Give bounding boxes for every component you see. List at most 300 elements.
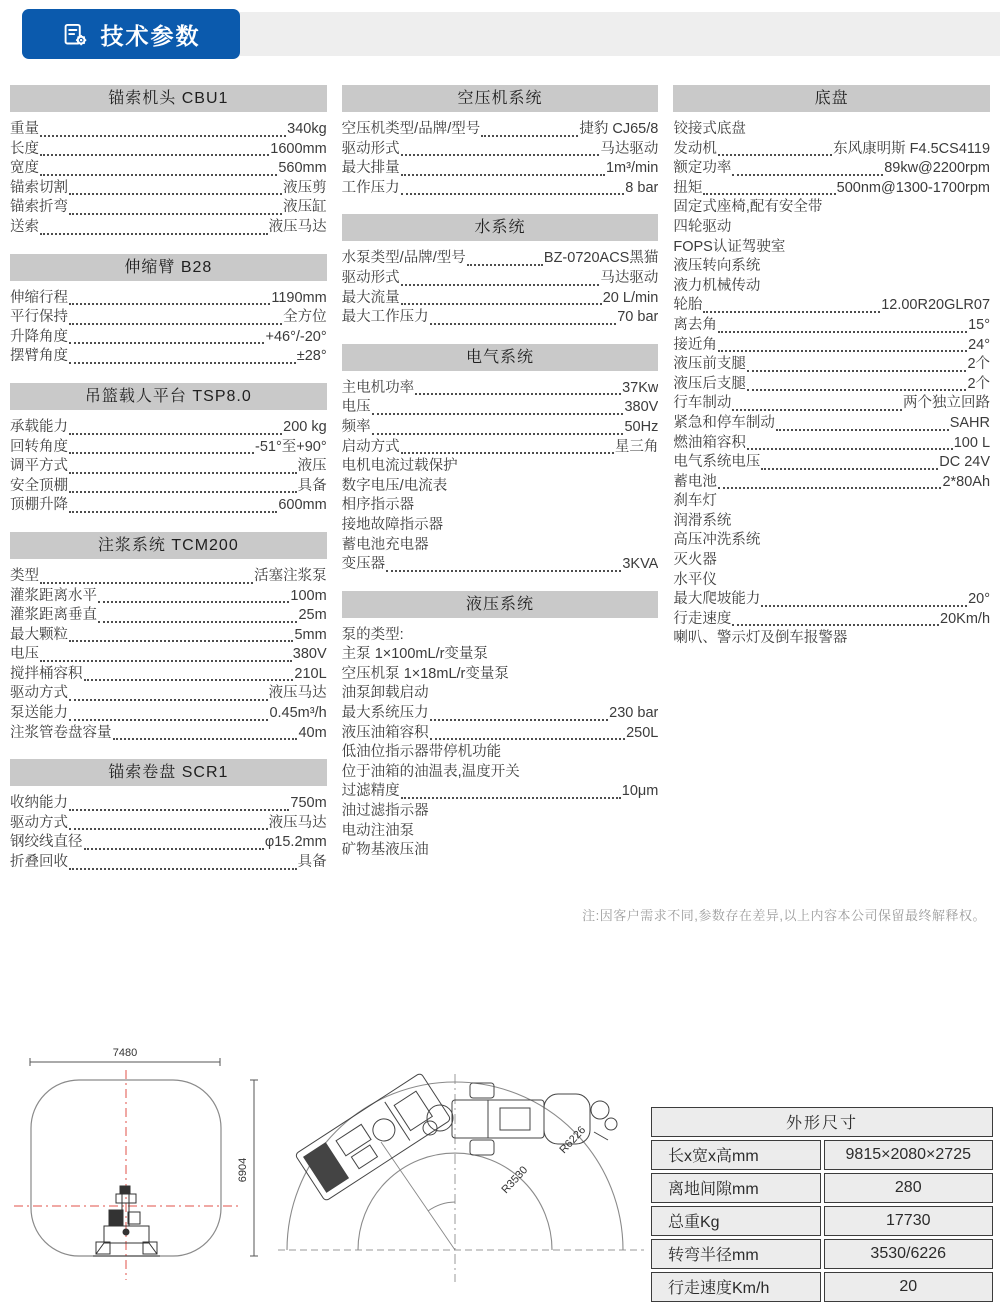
spec-value: 液压	[297, 458, 327, 475]
spec-value: 液压缸	[283, 199, 327, 216]
spec-label: 电机电流过载保护	[341, 458, 458, 475]
spec-row	[10, 724, 327, 744]
dot-leader	[401, 438, 614, 455]
spec-value: 1190mm	[271, 289, 327, 306]
dot-leader	[372, 418, 624, 435]
dot-leader	[761, 590, 967, 607]
dimensions-table-title: 外形尺寸	[651, 1107, 993, 1137]
spec-value: 500nm@1300-1700rpm	[836, 179, 991, 196]
spec-value: 15°	[968, 316, 991, 333]
section-title: 底盘	[673, 85, 990, 112]
dot-leader	[401, 782, 621, 799]
spec-label: 平行保持	[10, 309, 68, 326]
spec-label: 空压机类型/品牌/型号	[341, 121, 481, 137]
dot-leader	[732, 394, 902, 411]
spec-row	[10, 198, 327, 218]
spec-row	[10, 794, 327, 814]
dot-leader	[430, 308, 617, 325]
spec-row	[342, 289, 659, 309]
spec-row	[10, 140, 327, 160]
dim-value: 17730	[824, 1206, 994, 1236]
spec-value: 东风康明斯 F4.5CS4119	[833, 140, 991, 157]
spec-section	[10, 759, 327, 872]
spec-row	[673, 179, 990, 199]
spec-row	[342, 249, 659, 269]
spec-value: 液压剪	[283, 179, 327, 196]
dot-leader	[718, 336, 967, 353]
dot-leader	[69, 347, 296, 364]
dot-leader	[401, 269, 600, 286]
spec-row	[673, 434, 990, 454]
spec-label: 高压冲洗系统	[673, 532, 761, 549]
spec-row	[342, 159, 659, 179]
spec-label: 注浆管卷盘容量	[10, 724, 112, 741]
spec-row	[342, 841, 659, 861]
spec-label: 刹车灯	[673, 493, 717, 510]
spec-column-3	[673, 85, 990, 665]
spec-value: 50Hz	[624, 418, 659, 435]
spec-row	[342, 120, 659, 140]
spec-value: 1600mm	[270, 140, 327, 157]
spec-row	[10, 833, 327, 853]
spec-label: 灌浆距离垂直	[10, 607, 97, 624]
spec-row	[673, 590, 990, 610]
spec-row	[673, 355, 990, 375]
dot-leader	[69, 198, 282, 215]
spec-label: 过滤精度	[341, 783, 400, 800]
dot-leader	[430, 724, 625, 741]
spec-label: 接地故障指示器	[341, 516, 444, 533]
table-row	[651, 1272, 993, 1302]
spec-row	[10, 814, 327, 834]
spec-value: BZ-0720ACS黑猫	[543, 250, 659, 267]
spec-label: 位于油箱的油温表,温度开关	[341, 763, 520, 780]
dot-leader	[467, 249, 543, 266]
dot-leader	[776, 414, 949, 431]
spec-row	[10, 289, 327, 309]
spec-value: 600mm	[278, 497, 327, 514]
spec-value: 10μm	[621, 783, 659, 800]
section-title: 液压系统	[342, 591, 659, 618]
bottom-area	[0, 1042, 1000, 1298]
dot-leader	[69, 438, 254, 455]
spec-label: 相序指示器	[341, 497, 415, 514]
dot-leader	[69, 853, 297, 870]
spec-label: 铰接式底盘	[673, 121, 746, 137]
dot-leader	[732, 610, 939, 627]
dot-leader	[69, 179, 282, 196]
spec-value: 12.00R20GLR07	[881, 297, 991, 314]
spec-value: 5mm	[294, 626, 327, 643]
spec-value: φ15.2mm	[264, 834, 327, 851]
spec-value: 活塞注浆泵	[254, 567, 327, 584]
spec-label: 接近角	[673, 336, 717, 353]
spec-value: 全方位	[283, 309, 327, 326]
spec-row	[673, 453, 990, 473]
spec-label: 搅拌桶容积	[10, 665, 83, 682]
dot-leader	[747, 434, 953, 451]
spec-label: 频率	[341, 418, 371, 435]
spec-row	[342, 477, 659, 497]
dot-leader	[761, 453, 938, 470]
dot-leader	[69, 418, 282, 435]
spec-label: 额定功率	[673, 160, 732, 177]
table-row	[651, 1173, 993, 1203]
dot-leader	[372, 398, 624, 415]
spec-column-1	[10, 85, 327, 889]
spec-value: SAHR	[949, 414, 991, 431]
spec-row	[10, 665, 327, 685]
spec-row	[10, 853, 327, 873]
tunnel-clearance-drawing	[8, 1042, 270, 1287]
section-title: 水系统	[342, 214, 659, 241]
spec-row	[673, 316, 990, 336]
dot-leader	[69, 794, 289, 811]
spec-label: 安全顶棚	[10, 477, 68, 494]
spec-row	[342, 516, 659, 536]
spec-label: 最大爬坡能力	[673, 591, 761, 608]
spec-row	[10, 457, 327, 477]
dot-leader	[69, 814, 268, 831]
spec-label: 水泵类型/品牌/型号	[341, 250, 466, 267]
spec-label: 四轮驱动	[673, 218, 732, 235]
spec-label: 液压油箱容积	[341, 724, 429, 741]
spec-section	[10, 532, 327, 743]
spec-row	[673, 414, 990, 434]
section-title: 伸缩臂 B28	[10, 254, 327, 281]
spec-value: 37Kw	[622, 379, 659, 396]
section-title: 锚索机头 CBU1	[10, 85, 327, 112]
spec-label: 升降角度	[10, 328, 68, 345]
spec-label: 最大流量	[341, 289, 400, 306]
spec-row	[673, 198, 990, 218]
spec-label: 最大工作压力	[341, 309, 429, 326]
dot-leader	[84, 833, 264, 850]
dot-leader	[40, 120, 286, 137]
spec-value: 20Km/h	[940, 610, 991, 627]
spec-row	[673, 512, 990, 532]
dot-leader	[113, 724, 298, 741]
dim-value: 280	[824, 1173, 994, 1203]
spec-columns	[0, 85, 1000, 889]
dot-leader	[415, 379, 621, 396]
spec-section	[342, 591, 659, 861]
dot-leader	[40, 645, 292, 662]
spec-label: 灌浆距离水平	[10, 587, 97, 604]
spec-row	[10, 606, 327, 626]
spec-label: 伸缩行程	[10, 289, 68, 306]
spec-label: 主泵 1×100mL/r变量泵	[341, 646, 488, 663]
spec-row	[342, 536, 659, 556]
spec-value: 70 bar	[617, 309, 659, 326]
dot-leader	[386, 555, 621, 572]
spec-value: 具备	[297, 854, 327, 871]
spec-row	[673, 473, 990, 493]
table-row	[651, 1239, 993, 1269]
spec-row	[673, 296, 990, 316]
spec-value: 380V	[624, 399, 659, 416]
spec-row	[342, 555, 659, 575]
spec-value: 340kg	[287, 121, 327, 137]
spec-value: 马达驱动	[600, 140, 659, 157]
spec-label: 泵送能力	[10, 705, 68, 722]
dot-leader	[747, 355, 967, 372]
spec-value: 24°	[968, 336, 991, 353]
spec-row	[673, 120, 990, 140]
dot-leader	[718, 473, 942, 490]
spec-value: 20°	[968, 591, 991, 608]
spec-row	[673, 551, 990, 571]
spec-row	[10, 477, 327, 497]
spec-label: 钢绞线直径	[10, 834, 83, 851]
spec-row	[10, 347, 327, 367]
spec-label: 燃油箱容积	[673, 434, 746, 451]
dot-leader	[401, 179, 625, 196]
spec-label: 数字电压/电流表	[341, 477, 448, 494]
spec-value: 3KVA	[622, 556, 659, 573]
spec-label: 离去角	[673, 316, 717, 333]
spec-row	[342, 665, 659, 685]
section-title-badge	[22, 9, 240, 59]
turning-radius-drawing	[278, 1042, 644, 1287]
spec-row	[10, 179, 327, 199]
spec-value: 1m³/min	[605, 160, 659, 177]
spec-value: 380V	[292, 646, 327, 663]
dot-leader	[69, 289, 270, 306]
spec-label: 蓄电池	[673, 473, 717, 490]
spec-label: 重量	[10, 121, 39, 137]
spec-label: 长度	[10, 140, 39, 157]
tunnel-width-dimension: 7480	[112, 1046, 138, 1059]
spec-label: 调平方式	[10, 458, 68, 475]
spec-label: 低油位指示器带停机功能	[341, 744, 502, 761]
spec-value: 20 L/min	[602, 289, 659, 306]
spec-label: 宽度	[10, 160, 39, 177]
page-header	[0, 9, 1000, 59]
spec-row	[342, 438, 659, 458]
dot-leader	[430, 704, 608, 721]
spec-label: 喇叭、警示灯及倒车报警器	[673, 630, 848, 647]
spec-row	[342, 822, 659, 842]
spec-row	[342, 496, 659, 516]
spec-label: 液压前支腿	[673, 356, 746, 373]
dim-value: 20	[824, 1272, 994, 1302]
spec-label: 驱动方式	[10, 814, 68, 831]
spec-value: 210L	[294, 665, 327, 682]
spec-value: 100 L	[953, 434, 991, 451]
spec-section	[342, 85, 659, 198]
spec-row	[10, 328, 327, 348]
spec-value: 8 bar	[625, 179, 659, 196]
spec-label: 承载能力	[10, 418, 68, 435]
spec-row	[10, 438, 327, 458]
dot-leader	[69, 328, 264, 345]
dot-leader	[69, 684, 268, 701]
dot-leader	[69, 477, 297, 494]
dot-leader	[69, 626, 293, 643]
spec-row	[673, 277, 990, 297]
disclaimer-note: 注:因客户需求不同,参数存在差异,以上内容本公司保留最终解释权。	[582, 907, 986, 923]
spec-row	[673, 140, 990, 160]
spec-label: FOPS认证驾驶室	[673, 238, 786, 255]
spec-label: 空压机泵 1×18mL/r变量泵	[341, 665, 509, 682]
section-title: 电气系统	[342, 344, 659, 371]
spec-sheet-icon	[62, 21, 89, 48]
spec-row	[10, 218, 327, 238]
spec-row	[342, 308, 659, 328]
spec-value: ±28°	[296, 348, 327, 365]
dot-leader	[40, 159, 277, 176]
dim-value: 3530/6226	[824, 1239, 994, 1269]
spec-value: 2个	[967, 375, 991, 392]
spec-section	[342, 344, 659, 575]
spec-label: 油泵卸载启动	[341, 685, 429, 702]
dot-leader	[69, 457, 297, 474]
dot-leader	[703, 296, 880, 313]
spec-label: 泵的类型:	[341, 626, 404, 643]
dot-leader	[40, 218, 268, 235]
tunnel-height-dimension: 6904	[237, 1157, 249, 1182]
spec-value: 750m	[290, 795, 327, 812]
section-title: 吊篮载人平台 TSP8.0	[10, 383, 327, 410]
spec-row	[673, 629, 990, 649]
spec-label: 最大排量	[341, 160, 400, 177]
inner-radius-label: R3530	[499, 1163, 531, 1196]
spec-label: 水平仪	[673, 571, 717, 588]
spec-value: 液压马达	[268, 814, 327, 831]
spec-label: 启动方式	[341, 438, 400, 455]
dot-leader	[401, 289, 602, 306]
spec-label: 灭火器	[673, 552, 717, 569]
spec-row	[10, 587, 327, 607]
spec-row	[673, 375, 990, 395]
dot-leader	[718, 140, 832, 157]
spec-row	[10, 645, 327, 665]
spec-label: 液压后支腿	[673, 375, 746, 392]
dot-leader	[703, 179, 835, 196]
spec-label: 电气系统电压	[673, 454, 761, 471]
spec-section	[10, 383, 327, 516]
spec-value: 40m	[298, 724, 327, 741]
spec-value: 星三角	[614, 438, 659, 455]
spec-label: 顶棚升降	[10, 497, 68, 514]
spec-row	[10, 567, 327, 587]
spec-value: -51°至+90°	[255, 438, 327, 455]
spec-row	[673, 218, 990, 238]
spec-value: 89kw@2200rpm	[884, 160, 991, 177]
spec-label: 扭矩	[673, 179, 703, 196]
spec-label: 主电机功率	[341, 379, 415, 396]
spec-label: 电压	[10, 646, 39, 663]
spec-value: 0.45m³/h	[269, 705, 327, 722]
spec-label: 行车制动	[673, 395, 732, 412]
section-title: 注浆系统 TCM200	[10, 532, 327, 559]
dim-label: 转弯半径mm	[651, 1239, 821, 1269]
dot-leader	[69, 704, 268, 721]
spec-label: 摆臂角度	[10, 348, 68, 365]
spec-row	[10, 308, 327, 328]
spec-section	[673, 85, 990, 649]
table-row	[651, 1140, 993, 1170]
spec-label: 工作压力	[341, 179, 400, 196]
spec-row	[673, 531, 990, 551]
page-title: 技术参数	[100, 22, 201, 49]
spec-label: 行走速度	[673, 610, 732, 627]
spec-label: 锚索切割	[10, 179, 68, 196]
spec-row	[342, 802, 659, 822]
spec-value: 马达驱动	[600, 269, 659, 286]
section-title: 空压机系统	[342, 85, 659, 112]
spec-value: 100m	[290, 587, 327, 604]
spec-column-2	[342, 85, 659, 877]
spec-label: 液力机械传动	[673, 277, 761, 294]
spec-value: 250L	[626, 724, 659, 741]
spec-label: 固定式座椅,配有安全带	[673, 199, 823, 216]
spec-row	[673, 394, 990, 414]
spec-row	[342, 379, 659, 399]
dot-leader	[98, 606, 297, 623]
spec-row	[673, 257, 990, 277]
spec-row	[673, 159, 990, 179]
spec-row	[673, 492, 990, 512]
spec-label: 最大系统压力	[341, 705, 429, 722]
dim-label: 长x宽x高mm	[651, 1140, 821, 1170]
spec-row	[10, 496, 327, 516]
spec-row	[342, 626, 659, 646]
spec-row	[342, 269, 659, 289]
spec-value: +46°/-20°	[265, 328, 327, 345]
dot-leader	[40, 140, 269, 157]
dot-leader	[401, 140, 600, 157]
dot-leader	[747, 375, 967, 392]
spec-value: 2*80Ah	[942, 473, 991, 490]
spec-label: 折叠回收	[10, 854, 68, 871]
spec-label: 锚索折弯	[10, 199, 68, 216]
spec-section	[342, 214, 659, 327]
spec-row	[342, 179, 659, 199]
spec-label: 紧急和停车制动	[673, 414, 775, 431]
spec-label: 电动注油泵	[341, 822, 415, 839]
spec-row	[673, 238, 990, 258]
spec-label: 驱动形式	[341, 269, 400, 286]
spec-label: 回转角度	[10, 438, 68, 455]
spec-row	[342, 704, 659, 724]
spec-row	[673, 336, 990, 356]
spec-row	[10, 626, 327, 646]
dot-leader	[401, 159, 605, 176]
table-row	[651, 1206, 993, 1236]
dot-leader	[718, 316, 967, 333]
spec-row	[342, 763, 659, 783]
spec-row	[10, 120, 327, 140]
spec-row	[342, 457, 659, 477]
spec-label: 类型	[10, 567, 39, 584]
spec-row	[10, 418, 327, 438]
dim-label: 行走速度Km/h	[651, 1272, 821, 1302]
spec-label: 润滑系统	[673, 512, 732, 529]
spec-label: 驱动形式	[341, 140, 400, 157]
spec-label: 驱动方式	[10, 685, 68, 702]
spec-row	[10, 704, 327, 724]
dimensions-table	[648, 1104, 996, 1305]
spec-value: 560mm	[278, 160, 327, 177]
spec-row	[342, 398, 659, 418]
spec-label: 矿物基液压油	[341, 842, 429, 859]
spec-label: 液压转向系统	[673, 258, 761, 275]
spec-row	[673, 610, 990, 630]
spec-row	[342, 645, 659, 665]
dim-value: 9815×2080×2725	[824, 1140, 994, 1170]
